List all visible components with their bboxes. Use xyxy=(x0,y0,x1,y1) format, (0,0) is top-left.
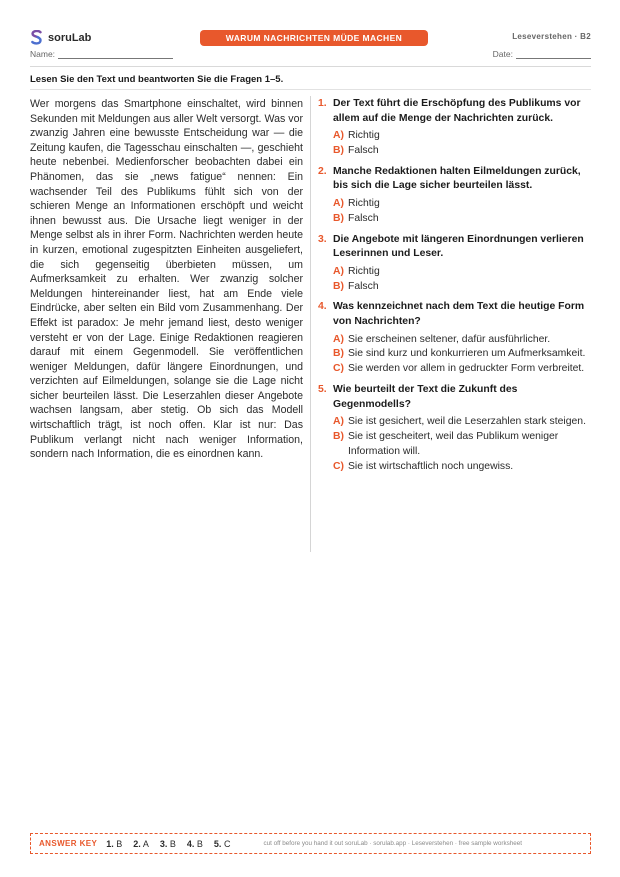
answer-options xyxy=(318,415,590,474)
answer-key-item xyxy=(133,839,149,849)
question-number: 4. xyxy=(318,301,327,313)
answer-key-answer: B xyxy=(116,838,123,849)
answer-key-number: 5. xyxy=(213,838,222,849)
answer-key xyxy=(30,833,591,854)
option-text: Richtig xyxy=(348,265,380,277)
answer-key-answer: B xyxy=(196,838,203,849)
question-text: Manche Redaktionen halten Eilmeldungen zurück, bis sich die Lage sicher beurteilen lässt. xyxy=(333,165,581,192)
question-list xyxy=(318,97,590,480)
option-text: Falsch xyxy=(348,212,379,224)
worksheet-header xyxy=(30,30,591,66)
answer-option xyxy=(333,362,590,377)
question-text: Wie beurteilt der Text die Zukunft des Gegenmodells? xyxy=(333,383,518,410)
answer-key-answer: A xyxy=(142,838,149,849)
answer-key-number: 4. xyxy=(186,838,195,849)
answer-option xyxy=(333,265,590,280)
option-text: Falsch xyxy=(348,280,379,292)
reading-passage: Wer morgens das Smartphone einschaltet, wird binnen Sekunden mit Meldungen aus aller Welt versorgt. Was vor zwanzig Jahren eine bewusste Entscheidung war — die Zeitung kaufen, die Tagesschau einschalten —, geschieht heute nebenbei. Medienforscher beobachten dabei ein Phänomen, das sie „news fatigue“ nennen: Ein wachsender Teil des Publikums fühlt sich von der schieren Menge an Informationen erschöpft und weicht ihnen bewusst aus. Die Ursache liegt weniger in der Menge selbst als in ihrer Form. Nachrichten werden heute in kurzen, emotional zugespitzten Einheiten ausgeliefert, die sich gegenseitig überbieten müssen, um Aufmerksamkeit zu erhalten. Wer zwanzig solcher Meldungen hintereinander liest, hat am Ende viele Eindrücke, aber selten ein Bild vom Zusammenhang. Der Effekt ist paradox: Je mehr jemand liest, desto weniger versteht er von der Lage. Einige Redaktionen reagieren darauf mit einem Gegenmodell. Sie veröffentlichen weniger Meldungen, dafür längere Einordnungen, und verzichten auf Eilmeldungen, solange sie die Lage nicht sicher beurteilen lässt. Die Leserzahlen dieser Angebote wachsen langsam, aber stetig. Ob sich das Modell wirtschaftlich trägt, ist noch offen. Klar ist nur: Das Publikum verlangt nicht nach weniger Information, sondern nach Information, die es einordnen kann. xyxy=(30,98,303,461)
answer-option xyxy=(333,129,590,144)
question-stem xyxy=(318,233,590,262)
date-blank-line xyxy=(516,50,591,59)
level-label: Leseverstehen · B2 xyxy=(512,32,591,41)
answer-option xyxy=(333,280,590,295)
question-number: 3. xyxy=(318,233,327,245)
question-stem xyxy=(318,300,590,329)
name-field xyxy=(30,49,173,59)
answer-key-item xyxy=(160,839,176,849)
question-4 xyxy=(318,300,590,377)
answer-key-items xyxy=(106,839,241,849)
worksheet-title: WARUM NACHRICHTEN MÜDE MACHEN xyxy=(200,30,428,46)
date-label: Date: xyxy=(492,49,513,59)
question-stem xyxy=(318,97,590,126)
option-text: Sie werden vor allem in gedruckter Form verbreitet. xyxy=(348,363,585,375)
brand-name: soruLab xyxy=(48,31,92,44)
answer-key-footer: cut off before you hand it out soruLab · sorulab.app · Leseverstehen · free sample worksheet xyxy=(263,840,523,847)
date-field xyxy=(493,49,591,59)
name-blank-line xyxy=(58,50,173,59)
answer-options xyxy=(318,197,590,227)
answer-key-item xyxy=(106,839,122,849)
option-letter: B) xyxy=(333,144,344,156)
question-number: 1. xyxy=(318,98,327,109)
answer-key-answer: C xyxy=(223,838,231,849)
option-text: Sie sind kurz und konkurrieren um Aufmerksamkeit. xyxy=(348,348,586,360)
option-text: Richtig xyxy=(348,130,380,142)
answer-option xyxy=(333,144,590,159)
answer-options xyxy=(318,129,590,159)
answer-option xyxy=(333,333,590,348)
instruction-divider xyxy=(30,89,591,90)
option-letter: A) xyxy=(333,130,344,142)
question-5 xyxy=(318,383,590,474)
option-letter: B) xyxy=(333,348,344,360)
answer-option xyxy=(333,347,590,362)
option-letter: B) xyxy=(333,280,344,292)
answer-options xyxy=(318,265,590,295)
question-text: Der Text führt die Erschöpfung des Publikums vor allem auf die Menge der Nachrichten zurück. xyxy=(333,98,581,124)
option-text: Sie ist wirtschaftlich noch ungewiss. xyxy=(348,460,514,472)
option-letter: A) xyxy=(333,333,344,345)
answer-option xyxy=(333,197,590,212)
answer-option xyxy=(333,415,590,430)
option-letter: C) xyxy=(333,363,344,375)
answer-option xyxy=(333,212,590,227)
question-3 xyxy=(318,233,590,295)
sorulab-logo-icon xyxy=(30,30,43,45)
option-letter: A) xyxy=(333,416,344,428)
question-1 xyxy=(318,97,590,159)
question-stem xyxy=(318,383,590,412)
answer-option xyxy=(333,430,590,460)
option-letter: A) xyxy=(333,197,344,209)
answer-key-number: 3. xyxy=(159,838,168,849)
answer-key-item xyxy=(187,839,203,849)
option-letter: B) xyxy=(333,430,344,442)
option-text: Sie ist gescheitert, weil das Publikum weniger Information will. xyxy=(348,430,559,457)
header-divider xyxy=(30,66,591,67)
question-2 xyxy=(318,165,590,227)
answer-option xyxy=(333,460,590,475)
instruction-text: Lesen Sie den Text und beantworten Sie die Fragen 1–5. xyxy=(30,74,284,85)
question-text: Die Angebote mit längeren Einordnungen verlieren Leserinnen und Leser. xyxy=(333,233,584,260)
name-label: Name: xyxy=(30,49,56,59)
question-stem xyxy=(318,165,590,194)
option-text: Sie erscheinen seltener, dafür ausführlicher. xyxy=(348,333,551,345)
question-number: 5. xyxy=(318,383,327,395)
answer-options xyxy=(318,333,590,377)
option-text: Falsch xyxy=(348,144,379,156)
answer-key-number: 2. xyxy=(133,838,141,849)
option-text: Richtig xyxy=(348,197,380,209)
option-text: Sie ist gesichert, weil die Leserzahlen stark steigen. xyxy=(348,416,586,428)
option-letter: B) xyxy=(333,212,344,224)
option-letter: A) xyxy=(333,265,344,277)
answer-key-label: ANSWER KEY xyxy=(39,839,98,848)
answer-key-item xyxy=(214,839,231,849)
column-divider xyxy=(310,96,311,552)
answer-key-number: 1. xyxy=(106,838,114,849)
question-number: 2. xyxy=(318,165,327,177)
answer-key-answer: B xyxy=(169,838,176,849)
option-letter: C) xyxy=(333,460,344,472)
brand xyxy=(30,30,91,45)
question-text: Was kennzeichnet nach dem Text die heutige Form von Nachrichten? xyxy=(333,301,585,327)
